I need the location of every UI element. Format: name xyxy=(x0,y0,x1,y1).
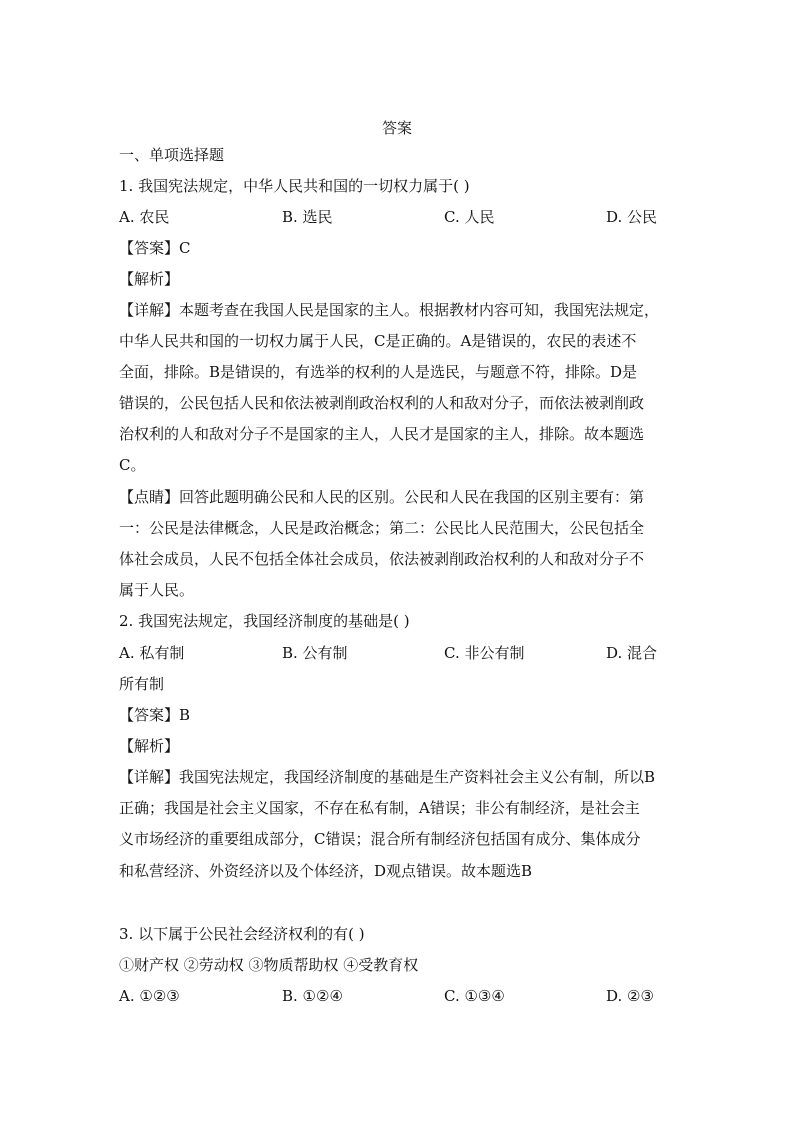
q2-answer: 【答案】B xyxy=(119,706,191,724)
q1-detail-line: 全面，排除。B是错误的，有选举的权利的人是选民，与题意不符，排除。D是 xyxy=(119,363,638,381)
q2-detail-line: 正确；我国是社会主义国家，不存在私有制，A错误；非公有制经济，是社会主 xyxy=(119,799,640,817)
q1-point-line: 体社会成员，人民不包括全体社会成员，依法被剥削政治权利的人和敌对分子不 xyxy=(119,550,645,568)
q1-analysis-label: 【解析】 xyxy=(119,270,180,288)
q1-detail-line: 错误的，公民包括人民和依法被剥削政治权利的人和敌对分子，而依法被剥削政 xyxy=(119,394,645,412)
q1-option-b: B. 选民 xyxy=(282,208,333,226)
q1-option-d: D. 公民 xyxy=(606,208,658,226)
q2-option-a: A. 私有制 xyxy=(119,644,185,662)
q2-option-d: D. 混合 xyxy=(606,644,658,662)
q1-option-a: A. 农民 xyxy=(119,208,170,226)
q3-option-d: D. ②③ xyxy=(606,987,654,1005)
page-title: 答案 xyxy=(381,119,412,137)
q1-detail-line: 【详解】本题考查在我国人民是国家的主人。根据教材内容可知，我国宪法规定， xyxy=(119,301,660,319)
q3-items: ①财产权 ②劳动权 ③物质帮助权 ④受教育权 xyxy=(119,956,419,974)
q1-detail-line: C。 xyxy=(119,456,146,474)
question-3-stem: 3. 以下属于公民社会经济权利的有( ) xyxy=(119,925,365,943)
q3-option-a: A. ①②③ xyxy=(119,987,180,1005)
q2-detail-line: 和私营经济、外资经济以及个体经济，D观点错误。故本题选B xyxy=(119,862,533,880)
q2-option-c: C. 非公有制 xyxy=(444,644,525,662)
question-1-stem: 1. 我国宪法规定，中华人民共和国的一切权力属于( ) xyxy=(119,177,470,195)
q1-detail-line: 治权利的人和敌对分子不是国家的主人，人民才是国家的主人，排除。故本题选 xyxy=(119,425,645,443)
question-2-stem: 2. 我国宪法规定，我国经济制度的基础是( ) xyxy=(119,612,410,630)
section-heading: 一、单项选择题 xyxy=(119,146,225,164)
q3-option-b: B. ①②④ xyxy=(282,987,343,1005)
q1-detail-line: 中华人民共和国的一切权力属于人民，C是正确的。A是错误的，农民的表述不 xyxy=(119,332,637,350)
q1-point-line: 属于人民。 xyxy=(119,581,195,599)
q2-analysis-label: 【解析】 xyxy=(119,737,180,755)
q2-option-d-wrap: 所有制 xyxy=(119,675,165,693)
q2-detail-line: 【详解】我国宪法规定，我国经济制度的基础是生产资料社会主义公有制，所以B xyxy=(119,768,656,786)
q1-answer: 【答案】C xyxy=(119,239,191,257)
q3-option-c: C. ①③④ xyxy=(444,987,505,1005)
q2-detail-line: 义市场经济的重要组成部分，C错误；混合所有制经济包括国有成分、集体成分 xyxy=(119,830,641,848)
q1-option-c: C. 人民 xyxy=(444,208,495,226)
q1-point-line: 【点睛】回答此题明确公民和人民的区别。公民和人民在我国的区别主要有：第 xyxy=(119,488,645,506)
q2-option-b: B. 公有制 xyxy=(282,644,348,662)
q1-point-line: 一：公民是法律概念，人民是政治概念；第二：公民比人民范围大，公民包括全 xyxy=(119,519,645,537)
